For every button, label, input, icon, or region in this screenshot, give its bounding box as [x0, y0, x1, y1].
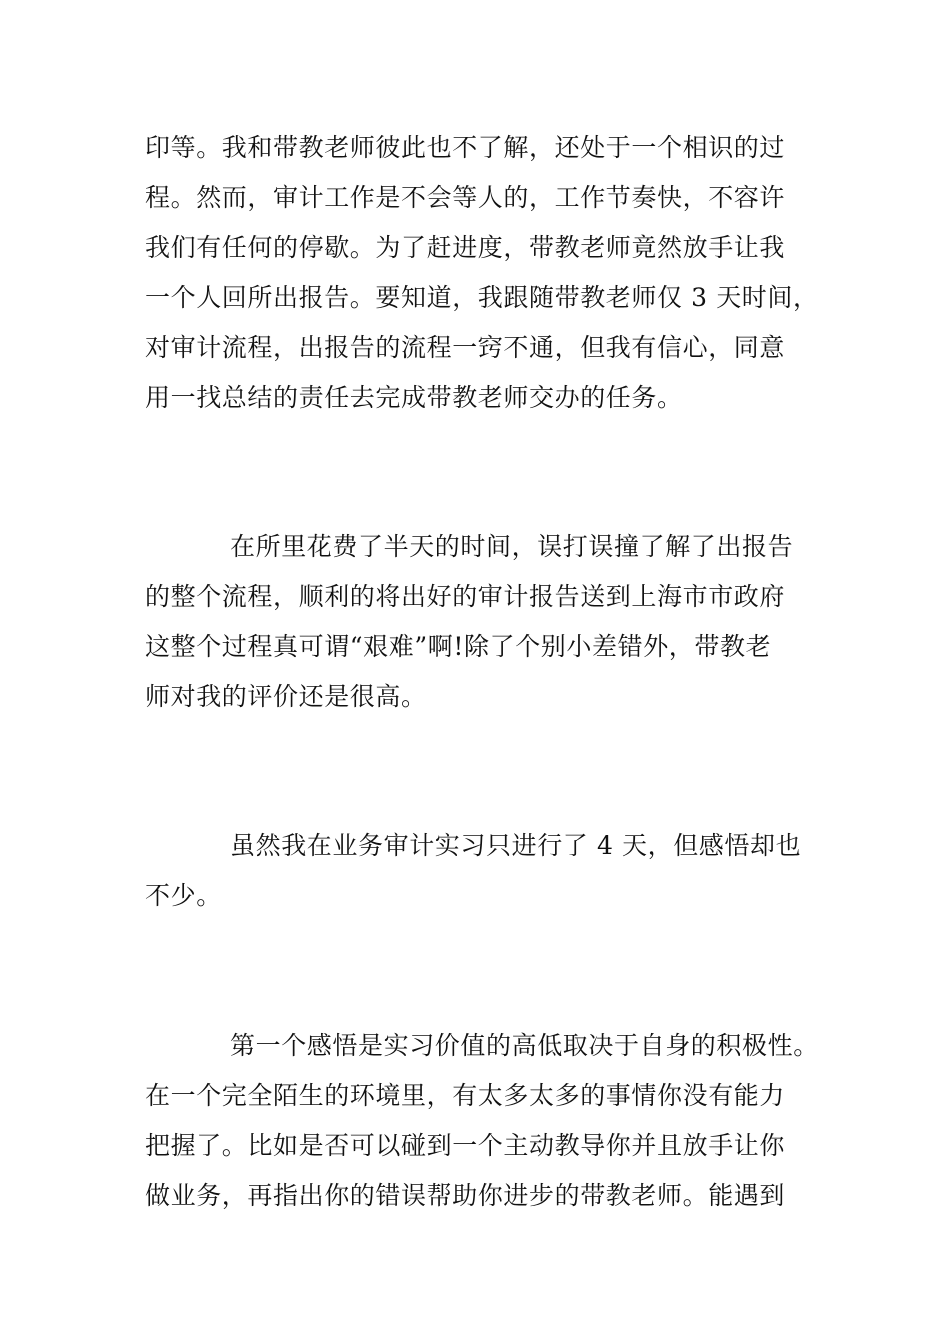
- paragraph-2-line-4: 师对我的评价还是很高。: [145, 682, 427, 711]
- paragraph-4-line-3: 把握了。比如是否可以碰到一个主动教导你并且放手让你: [145, 1131, 786, 1160]
- paragraph-1-line-3: 我们有任何的停歇。为了赶进度，带教老师竟然放手让我: [145, 233, 786, 262]
- paragraph-4-line-2: 在一个完全陌生的环境里，有太多太多的事情你没有能力: [145, 1081, 786, 1110]
- paragraph-4-line-4: 做业务，再指出你的错误帮助你进步的带教老师。能遇到: [145, 1181, 786, 1210]
- paragraph-4-line-1: 第一个感悟是实习价值的高低取决于自身的积极性。: [230, 1031, 819, 1060]
- paragraph-1-line-4: 一个人回所出报告。要知道，我跟随带教老师仅 3 天时间，: [145, 283, 819, 312]
- paragraph-3-line-2: 不少。: [145, 881, 222, 910]
- paragraph-1-line-6: 用一找总结的责任去完成带教老师交办的任务。: [145, 383, 683, 412]
- paragraph-2-line-3: 这整个过程真可谓“艰难”啊!除了个别小差错外，带教老: [145, 632, 772, 661]
- paragraph-3-line-1: 虽然我在业务审计实习只进行了 4 天，但感悟却也: [230, 831, 802, 860]
- paragraph-1-line-5: 对审计流程，出报告的流程一窍不通，但我有信心，同意: [145, 333, 786, 362]
- paragraph-1-line-2: 程。然而，审计工作是不会等人的，工作节奏快，不容许: [145, 183, 786, 212]
- paragraph-2-line-1: 在所里花费了半天的时间，误打误撞了解了出报告: [230, 532, 794, 561]
- paragraph-1-line-1: 印等。我和带教老师彼此也不了解，还处于一个相识的过: [145, 133, 786, 162]
- paragraph-2-line-2: 的整个流程，顺利的将出好的审计报告送到上海市市政府: [145, 582, 786, 611]
